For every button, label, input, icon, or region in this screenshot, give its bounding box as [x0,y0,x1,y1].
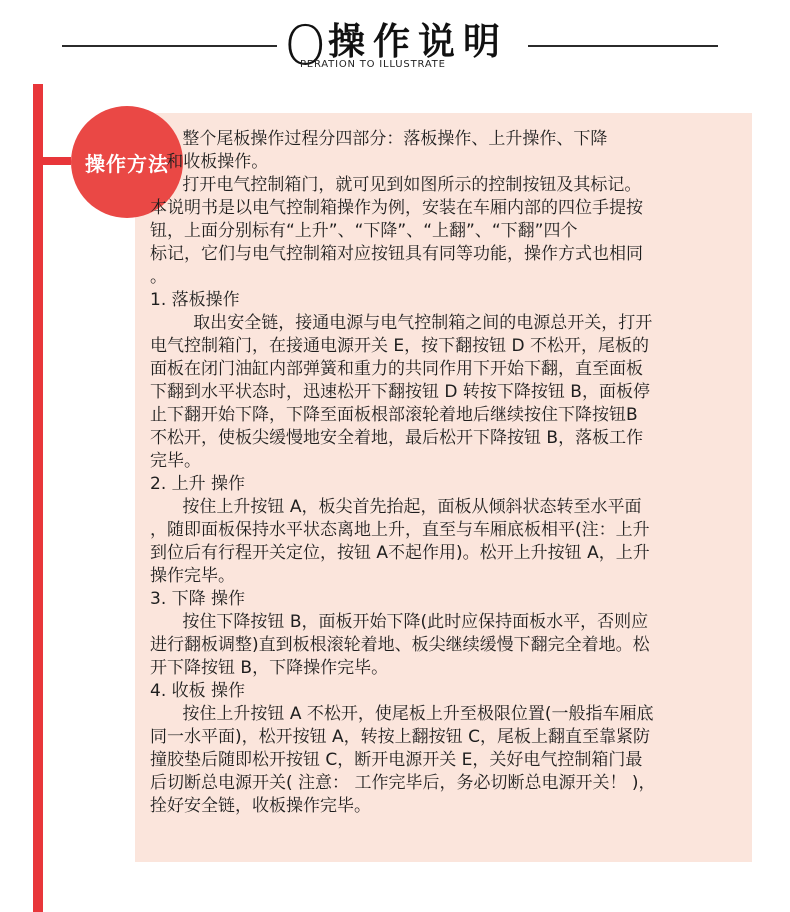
instruction-text [150,128,750,818]
text-line: 同一水平面)，松开按钮 A，转按上翻按钮 C，尾板上翻直至靠紧防 [150,727,650,747]
text-line: 止下翻开始下降，下降至面板根部滚轮着地后继续按住下降按钮B [150,405,638,425]
accent-vertical-bar [33,84,43,912]
text-line: 完毕。 [150,451,201,471]
text-line: 整个尾板操作过程分四部分：落板操作、上升操作、下降 [150,129,608,149]
text-line: 下翻到水平状态时，迅速松开下翻按钮 D 转按下降按钮 B，面板停 [150,382,650,402]
text-line: 和收板操作。 [150,152,269,172]
text-line: 钮，上面分别标有“上升”、“下降”、“上翻”、“下翻”四个 [150,221,578,241]
text-line: 面板在闭门油缸内部弹簧和重力的共同作用下开始下翻，直至面板 [150,359,643,379]
text-line: 电气控制箱门，在接通电源开关 E，按下翻按钮 D 不松开，尾板的 [150,336,650,356]
text-line: 后切断总电源开关( 注意： 工作完毕后，务必切断总电源开关！ )， [150,773,656,793]
text-line: 1. 落板操作 [150,290,240,310]
text-line: 不松开，使板尖缓慢地安全着地，最后松开下降按钮 B，落板工作 [150,428,644,448]
text-line: 到位后有行程开关定位，按钮 A不起作用)。松开上升按钮 A，上升 [150,543,650,563]
text-line: 标记，它们与电气控制箱对应按钮具有同等功能，操作方式也相同 [150,244,643,264]
text-line: 。 [150,267,167,287]
text-line: 4. 收板 操作 [150,681,246,701]
method-badge: 操作方法 [71,106,183,218]
page-subtitle: PERATION TO ILLUSTRATE [300,59,446,70]
text-line: 取出安全链，接通电源与电气控制箱之间的电源总开关，打开 [150,313,653,333]
text-line: 开下降按钮 B，下降操作完毕。 [150,658,389,678]
text-line: 操作完毕。 [150,566,235,586]
text-line: 按住上升按钮 A 不松开，使尾板上升至极限位置(一般指车厢底 [150,704,654,724]
header-rule-right [528,45,718,47]
text-line: 按住上升按钮 A，板尖首先抬起，面板从倾斜状态转至水平面 [150,497,642,517]
text-line: 本说明书是以电气控制箱操作为例，安装在车厢内部的四位手提按 [150,198,643,218]
header-initial-letter: O [284,14,327,77]
text-line: 撞胶垫后随即松开按钮 C，断开电源开关 E，关好电气控制箱门最 [150,750,643,770]
text-line: 2. 上升 操作 [150,474,246,494]
text-line: 3. 下降 操作 [150,589,246,609]
text-line: 打开电气控制箱门，就可见到如图所示的控制按钮及其标记。 [150,175,642,195]
text-line: 按住下降按钮 B，面板开始下降(此时应保持面板水平，否则应 [150,612,649,632]
page-title: 操作说明 [328,20,508,63]
accent-connector [43,157,71,165]
text-line: ，随即面板保持水平状态离地上升，直至与车厢底板相平(注：上升 [150,520,650,540]
text-line: 拴好安全链，收板操作完毕。 [150,796,371,816]
text-line: 进行翻板调整)直到板根滚轮着地、板尖继续缓慢下翻完全着地。松 [150,635,650,655]
header-rule-left [62,45,277,47]
